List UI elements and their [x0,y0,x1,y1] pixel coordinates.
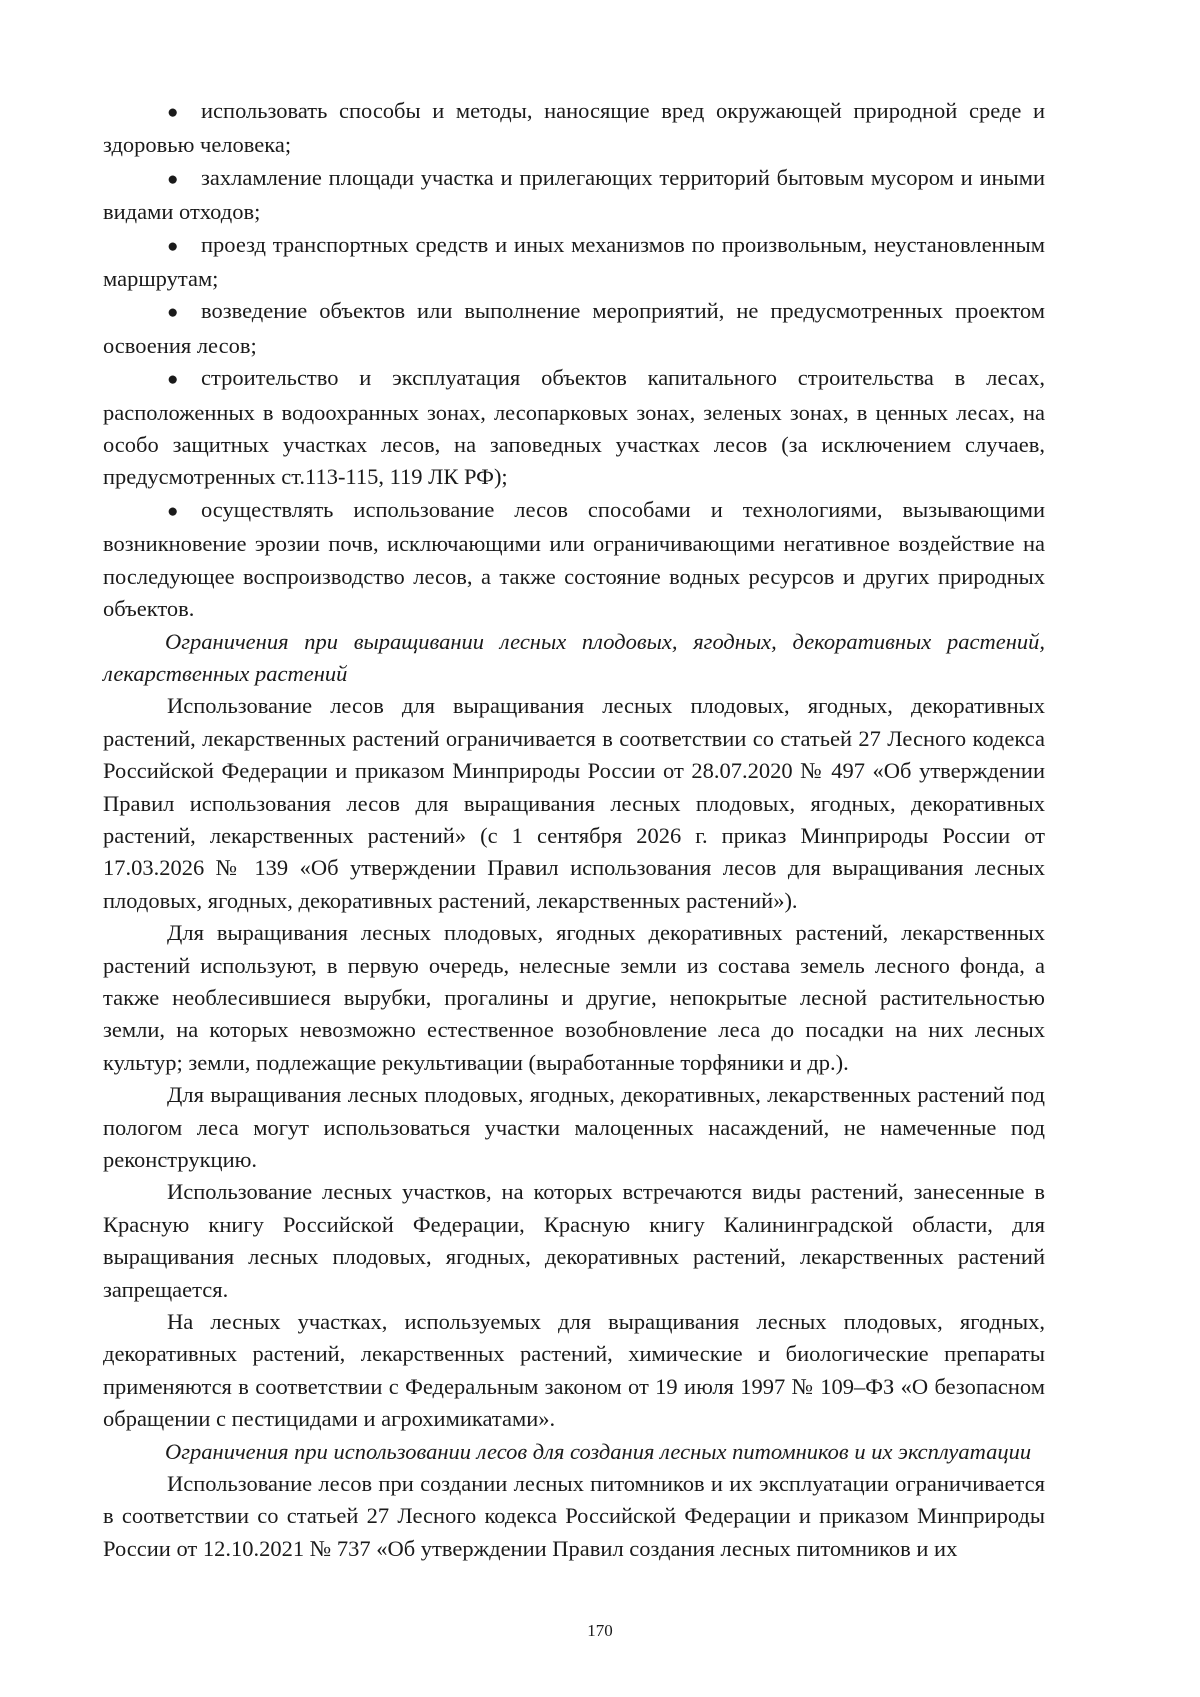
bullet-icon: ● [167,102,179,123]
bullet-icon: ● [167,302,179,324]
document-body [103,95,1045,1565]
list-item-text: строительство и эксплуатация объектов капитального строительства в лесах, расположенных в водоохранных зонах, лесопарковых зонах, зеленых зонах, в ценных лесах, на особо защитных участках лесов, на заповедных участках лесов (за исключением случаев, предусмотренных ст.113-115, 119 ЛК РФ); [103,365,1045,490]
bullet-icon: ● [167,500,179,522]
paragraph: На лесных участках, используемых для выращивания лесных плодовых, ягодных, декоративных растений, лекарственных растений, химические и биологические препараты применяются в соответствии с Федеральным законом от 19 июля 1997 № 109–ФЗ «О безопасном обращении с пестицидами и агрохимикатами». [103,1309,1045,1432]
bullet-icon: ● [167,235,179,257]
list-item-text: возведение объектов или выполнение мероприятий, не предусмотренных проектом освоения лесов; [103,298,1045,358]
list-item-text: осуществлять использование лесов способами и технологиями, вызывающими возникновение эрозии почв, исключающими или ограничивающими негативное воздействие на последующее воспроизводство лесов, а также состояние водных ресурсов и других природных объектов. [103,496,1045,622]
list-item [103,295,1045,362]
paragraph: Для выращивания лесных плодовых, ягодных, декоративных, лекарственных растений под пологом леса могут использоваться участки малоценных насаждений, не намеченные под реконструкцию. [103,1082,1045,1172]
list-item [103,494,1045,626]
section-heading-nurseries: Ограничения при использовании лесов для создания лесных питомников и их эксплуатации [165,1438,1032,1464]
paragraph: Использование лесов для выращивания лесных плодовых, ягодных, декоративных растений, лекарственных растений ограничивается в соответствии со статьей 27 Лесного кодекса Российской Федерации и приказом Минприроды России от 28.07.2020 № 497 «Об утверждении Правил использования лесов для выращивания лесных плодовых, ягодных, декоративных растений, лекарственных растений» (с 1 сентября 2026 г. приказ Минприроды России от 17.03.2026 № 139 «Об утверждении Правил использования лесов для выращивания лесных плодовых, ягодных, декоративных растений, лекарственных растений»). [103,693,1045,913]
list-item [103,229,1045,296]
paragraph: Для выращивания лесных плодовых, ягодных декоративных растений, лекарственных растений используют, в первую очередь, нелесные земли из состава земель лесного фонда, а также необлесившиеся вырубки, прогалины и другие, непокрытые лесной растительностью земли, на которых невозможно естественное возобновление леса до посадки на них лесных культур; земли, подлежащие рекультивации (выработанные торфяники и др.). [103,920,1045,1075]
list-item [103,162,1045,229]
list-item-text: проезд транспортных средств и иных механизмов по произвольным, неустановленным маршрутам; [103,231,1045,292]
bullet-icon: ● [167,369,179,391]
page-number: 170 [587,1621,613,1640]
bullet-icon: ● [167,168,179,190]
list-item-text: захламление площади участка и прилегающих территорий бытовым мусором и иными видами отходов; [103,164,1045,225]
list-item-text: использовать способы и методы, наносящие вред окружающей природной среде и здоровью человека; [103,98,1045,158]
list-item [103,362,1045,494]
paragraph: Использование лесов при создании лесных питомников и их эксплуатации ограничивается в соответствии со статьей 27 Лесного кодекса Российской Федерации и приказом Минприроды России от 12.10.2021 № 737 «Об утверждении Правил создания лесных питомников и их [103,1471,1045,1561]
section-heading-cultivation: Ограничения при выращивании лесных плодовых, ягодных, декоративных растений, лекарственных растений [103,628,1045,686]
paragraph: Использование лесных участков, на которых встречаются виды растений, занесенные в Красную книгу Российской Федерации, Красную книгу Калининградской области, для выращивания лесных плодовых, ягодных, декоративных растений, лекарственных растений запрещается. [103,1179,1045,1302]
list-item [103,95,1045,162]
